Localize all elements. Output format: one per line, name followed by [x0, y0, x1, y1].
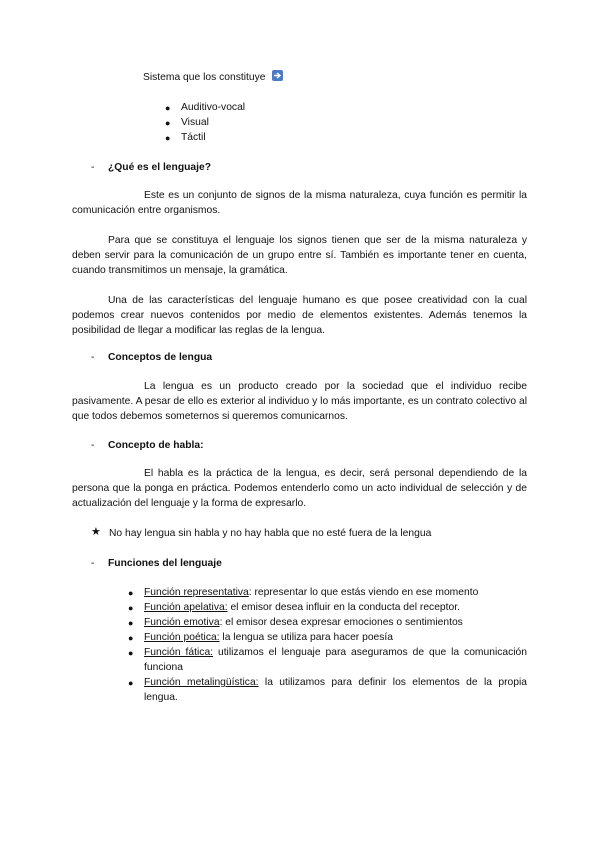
list-item: Función fática: utilizamos el lenguaje para aseguramos de que la comunicación funciona	[144, 647, 528, 673]
list-item: Función poética: la lengua se utiliza para hacer poesía	[144, 632, 394, 643]
list-item: Función metalingüística: la utilizamos para definir los elementos de la propia lengua.	[144, 677, 527, 703]
bullet-icon: ●	[165, 133, 171, 143]
function-term: Función representativa	[144, 587, 249, 598]
bullet-icon: ●	[128, 618, 134, 628]
list-item: Visual	[181, 117, 209, 128]
paragraph: La lengua es un producto creado por la sociedad que el individuo recibe pasivamente. A pesar de ello es exterior al individuo y lo más importante, es un contrato colectivo al que todos debemos someternos si queremos comunicarnos.	[72, 381, 527, 422]
star-note-text: No hay lengua sin habla y no hay habla que no esté fuera de la lengua	[109, 528, 432, 539]
bullet-icon: ●	[128, 648, 134, 658]
intro-line	[143, 70, 283, 85]
right-arrow-icon	[272, 70, 283, 81]
paragraph: Para que se constituya el lenguaje los signos tienen que ser de la misma naturaleza y deben servir para la comunicación de un grupo entre sí. También es importante tener en cuenta, cuando transmitimos un mensaje, la gramática.	[72, 235, 527, 276]
section-heading: ¿Qué es el lenguaje?	[108, 162, 211, 173]
dash-marker: -	[91, 162, 95, 173]
dash-marker: -	[91, 558, 95, 569]
function-term: Función emotiva	[144, 617, 220, 628]
function-term: Función metalingüística:	[144, 677, 259, 688]
bullet-icon: ●	[165, 118, 171, 128]
paragraph: Una de las características del lenguaje humano es que posee creatividad con la cual podemos crear nuevos contenidos por medio de elementos existentes. Además tenemos la posibilidad de llegar a modificar las reglas de la lengua.	[72, 295, 527, 336]
list-item: Función emotiva: el emisor desea expresar emociones o sentimientos	[144, 617, 463, 628]
paragraph: El habla es la práctica de la lengua, es decir, será personal dependiendo de la persona que la ponga en práctica. Podemos entenderlo como un acto individual de selección y de actualización del lenguaje y la forma de expresarlo.	[72, 468, 527, 509]
bullet-icon: ●	[128, 633, 134, 643]
dash-marker: -	[91, 352, 95, 363]
bullet-icon: ●	[128, 603, 134, 613]
bullet-icon: ●	[128, 588, 134, 598]
list-item: Función representativa: representar lo que estás viendo en ese momento	[144, 587, 479, 598]
paragraph: Este es un conjunto de signos de la misma naturaleza, cuya función es permitir la comunicación entre organismos.	[72, 190, 527, 216]
list-item: Auditivo-vocal	[181, 102, 246, 113]
bullet-icon: ●	[128, 678, 134, 688]
function-term: Función poética:	[144, 632, 220, 643]
section-heading: Concepto de habla:	[108, 440, 204, 451]
intro-text: Sistema que los constituye	[143, 72, 266, 83]
star-icon: ★	[91, 526, 101, 538]
list-item: Función apelativa: el emisor desea influir en la conducta del receptor.	[144, 602, 460, 613]
bullet-icon: ●	[165, 103, 171, 113]
section-heading: Funciones del lenguaje	[108, 558, 222, 569]
function-term: Función apelativa:	[144, 602, 228, 613]
function-term: Función fática:	[144, 647, 214, 658]
list-item: Táctil	[181, 132, 206, 143]
section-heading: Conceptos de lengua	[108, 352, 213, 363]
dash-marker: -	[91, 440, 95, 451]
